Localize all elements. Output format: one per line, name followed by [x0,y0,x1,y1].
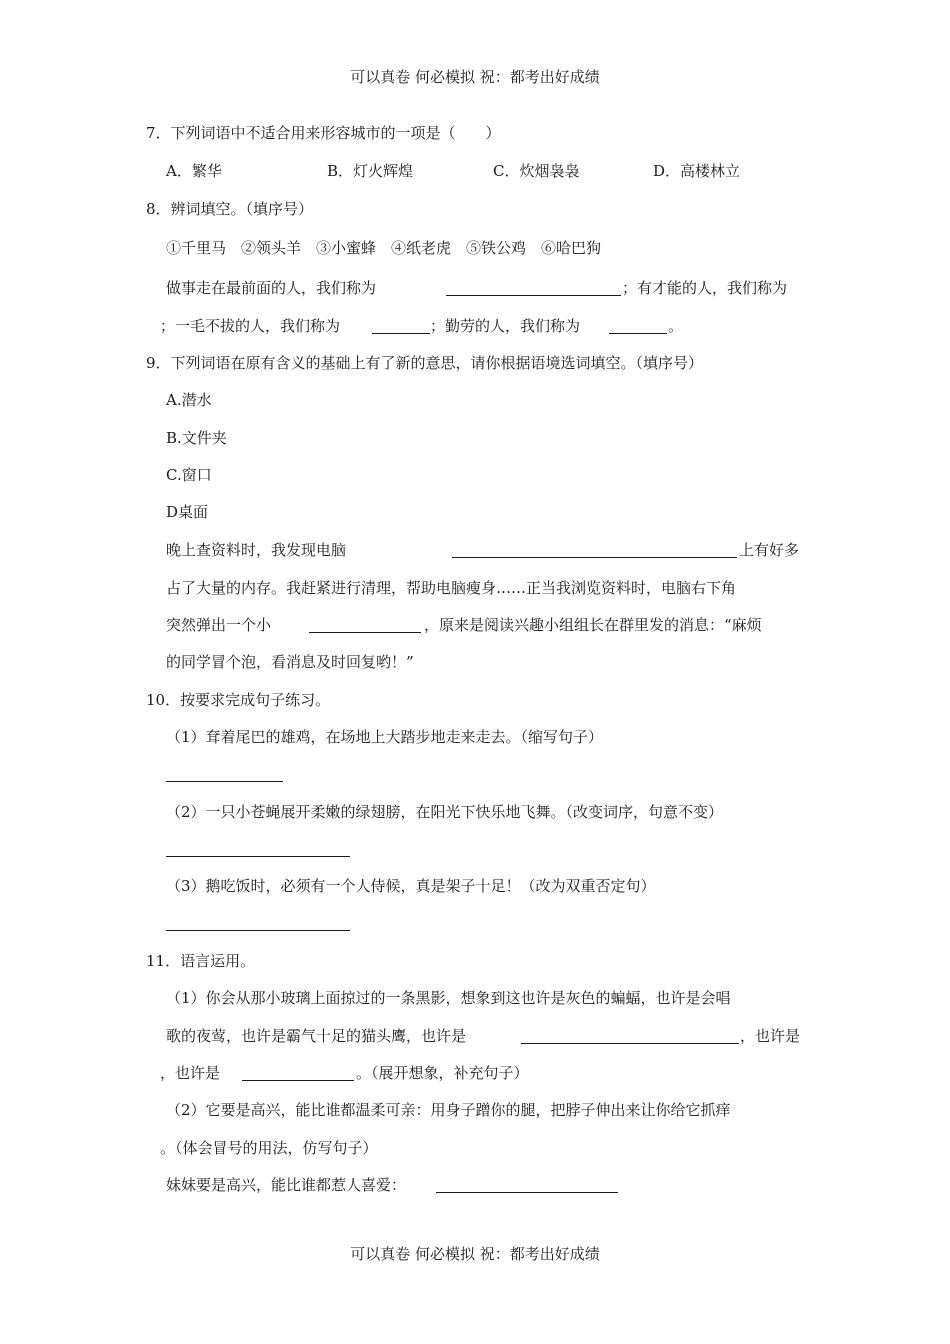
q9-line2: 占了大量的内存。我赶紧进行清理，帮助电脑瘦身……正当我浏览资料时，电脑右下角 [166,579,737,597]
q11-p1-line3-text-b: 。（展开想象，补充句子） [356,1064,529,1082]
q9-line4: 的同学冒个泡，看消息及时回复哟！” [166,653,414,671]
q11-p1-line2-text-a: 歌的夜莺，也许是霸气十足的猫头鹰，也许是 [166,1027,467,1045]
q10-sentence-3: （3）鹅吃饭时，必须有一个人侍候，真是架子十足！（改为双重否定句） [166,877,656,895]
page-header: 可以真卷 何必模拟 祝：都考出好成绩 [350,68,600,86]
q9-option-c: C.窗口 [166,466,212,484]
q9-line1-text-a: 晚上查资料时，我发现电脑 [166,541,347,559]
q7-stem: 7．下列词语中不适合用来形容城市的一项是（ ） [146,124,501,142]
q11-blank-3[interactable] [436,1192,618,1193]
q8-line1-text-a: 做事走在最前面的人，我们称为 [166,279,377,297]
q9-line1-text-b: 上有好多 [739,541,800,559]
q9-option-d: D桌面 [166,503,209,521]
q9-option-b: B.文件夹 [166,429,227,447]
q10-sentence-2: （2）一只小苍蝇展开柔嫩的绿翅膀，在阳光下快乐地飞舞。（改变词序，句意不变） [166,803,724,821]
q8-blank-3[interactable] [372,333,430,334]
q10-answer-line-1[interactable] [166,781,283,782]
q7-option-b: B．灯火辉煌 [327,162,414,180]
q10-answer-line-3[interactable] [166,930,350,931]
q11-blank-1[interactable] [521,1043,739,1044]
q11-p2-line3: 妹妹要是高兴，能比谁都惹人喜爱： [166,1176,407,1194]
q10-stem: 10．按要求完成句子练习。 [146,691,331,709]
q8-line2-text-b: ；勤劳的人，我们称为 [430,317,581,335]
q9-blank-1[interactable] [452,557,737,558]
q8-options: ①千里马 ②领头羊 ③小蜜蜂 ④纸老虎 ⑤铁公鸡 ⑥哈巴狗 [166,239,602,257]
q8-blank-4[interactable] [609,333,667,334]
q11-p2-line2: 。（体会冒号的用法，仿写句子） [160,1139,378,1157]
q11-p1-line2-text-b: ，也许是 [740,1027,801,1045]
q10-sentence-1: （1）耷着尾巴的雄鸡，在场地上大踏步地走来走去。（缩写句子） [166,728,604,746]
q8-line1-text-b: ；有才能的人，我们称为 [622,279,788,297]
q7-option-a: A．繁华 [166,162,222,180]
q9-stem: 9．下列词语在原有含义的基础上有了新的意思，请你根据语境选词填空。（填序号） [146,354,704,372]
q11-blank-2[interactable] [242,1080,354,1081]
q8-blank-1[interactable] [446,295,621,296]
q9-option-a: A.潜水 [166,391,212,409]
q11-p1-line3-text-a: ，也许是 [160,1064,221,1082]
q7-option-d: D．高楼林立 [653,162,741,180]
q9-blank-2[interactable] [309,632,421,633]
q11-stem: 11．语言运用。 [146,952,256,970]
q11-p1-line1: （1）你会从那小玻璃上面掠过的一条黑影，想象到这也许是灰色的蝙蝠，也许是会唱 [166,989,731,1007]
page-footer: 可以真卷 何必模拟 祝：都考出好成绩 [350,1245,600,1263]
q9-line3-text-a: 突然弹出一个小 [166,616,272,634]
q8-stem: 8．辨词填空。（填序号） [146,200,314,218]
q11-p2-line1: （2）它要是高兴，能比谁都温柔可亲：用身子蹭你的腿，把脖子伸出来让你给它抓痒 [166,1101,731,1119]
q8-line2-text-a: ；一毛不拔的人，我们称为 [160,317,341,335]
q9-line3-text-b: ，原来是阅读兴趣小组组长在群里发的消息：“麻烦 [424,616,762,634]
q8-line2-text-c: 。 [668,317,684,335]
q10-answer-line-2[interactable] [166,856,350,857]
q7-option-c: C．炊烟袅袅 [493,162,580,180]
